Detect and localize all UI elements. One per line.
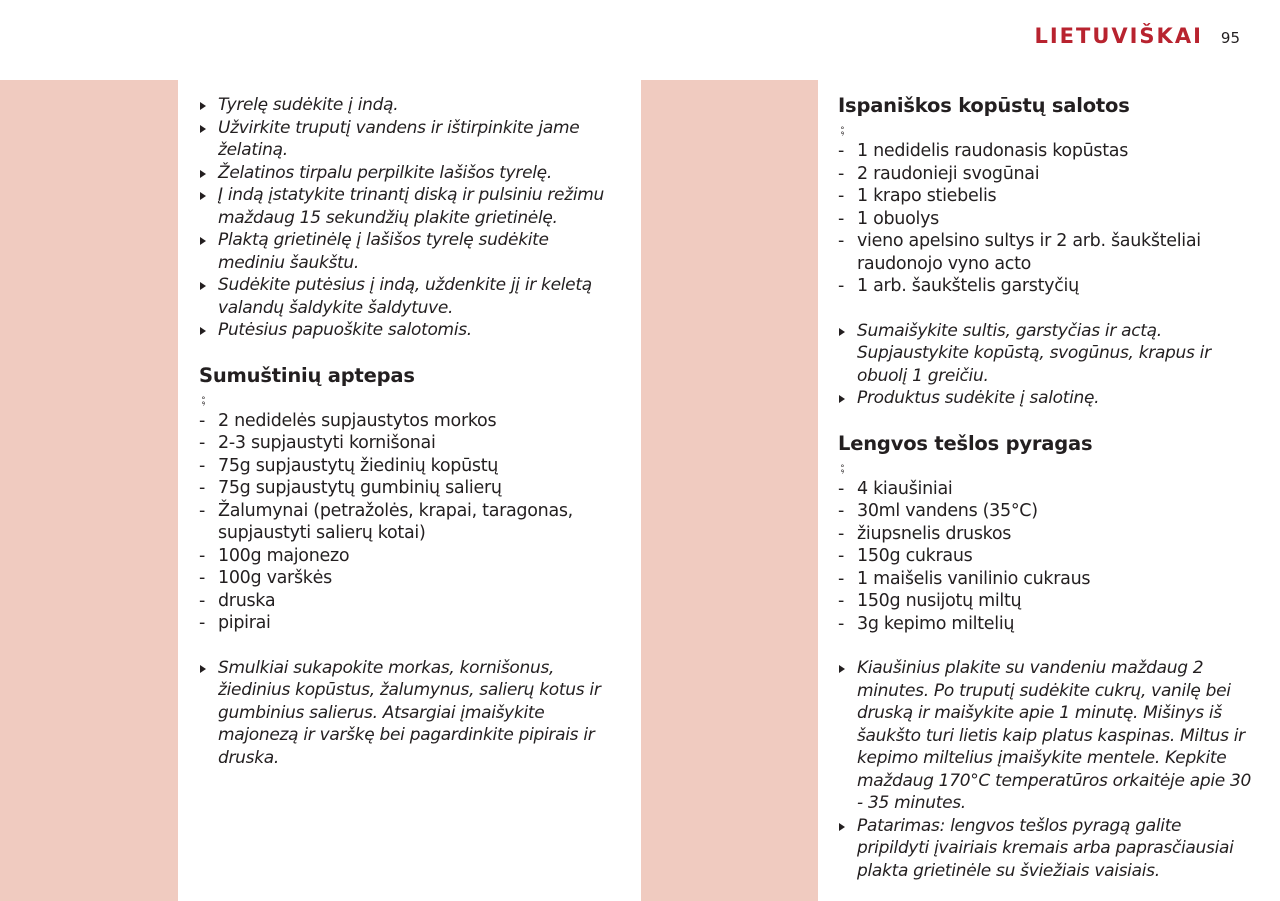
- ingredient-list: [199, 410, 619, 635]
- recipe-steps: [199, 657, 619, 770]
- ingredient-item: - 1 nedidelis raudonasis kopūstas: [838, 140, 1258, 163]
- ingredient-item: - 2-3 supjaustyti kornišonai: [199, 432, 619, 455]
- middle-color-band: [641, 80, 818, 901]
- ingredient-item: - 1 krapo stiebelis: [838, 185, 1258, 208]
- ingredient-item: - 2 nedidelės supjaustytos morkos: [199, 410, 619, 433]
- step-item: Kiaušinius plakite su vandeniu maždaug 2 minutes. Po truputį sudėkite cukrų, vanilę bei druską ir maišykite apie 1 minutę. Mišinys iš šaukšto turi lietis kaip platus kaspinas. Miltus ir kepimo miltelius įmaišykite mentele. Kepkite maždaug 170°C temperatūros orkaitėje apie 30 - 35 minutes.: [838, 657, 1258, 815]
- ingredient-item: - 2 raudonieji svogūnai: [838, 163, 1258, 186]
- ingredient-item: - 150g nusijotų miltų: [838, 590, 1258, 613]
- ingredient-item: - 75g supjaustytų gumbinių salierų: [199, 477, 619, 500]
- step-item: Plaktą grietinėlę į lašišos tyrelę sudėkite mediniu šaukštu.: [199, 229, 619, 274]
- ingredient-item: - žiupsnelis druskos: [838, 523, 1258, 546]
- ingredient-list: [838, 140, 1258, 298]
- step-item: Užvirkite truputį vandens ir ištirpinkite jame želatiną.: [199, 117, 619, 162]
- ingredient-item: - 100g majonezo: [199, 545, 619, 568]
- step-item: Į indą įstatykite trinantį diską ir pulsiniu režimu maždaug 15 sekundžių plakite grietinėlę.: [199, 184, 619, 229]
- ingredient-item: - vieno apelsino sultys ir 2 arb. šaukšteliai raudonojo vyno acto: [838, 230, 1258, 275]
- step-item: Sumaišykite sultis, garstyčias ir actą. Supjaustykite kopūstą, svogūnus, krapus ir obuolį 1 greičiu.: [838, 320, 1258, 388]
- recipe-title: Sumuštinių aptepas: [199, 363, 415, 387]
- left-color-band: [0, 80, 178, 901]
- ingredient-list: [838, 478, 1258, 636]
- right-column: [838, 94, 1258, 882]
- step-item: Sudėkite putėsius į indą, uždenkite jį ir keletą valandų šaldykite šaldytuve.: [199, 274, 619, 319]
- recipe-sponge-cake: [838, 432, 1258, 883]
- recipe-spanish-cabbage-salad: [838, 94, 1258, 410]
- recipe-steps: [838, 320, 1258, 410]
- dough-hook-icon: ⨟: [840, 119, 845, 138]
- ingredient-item: - 4 kiaušiniai: [838, 478, 1258, 501]
- recipe-title: Ispaniškos kopūstų salotos: [838, 94, 1130, 117]
- page-header: [1034, 24, 1240, 48]
- ingredient-item: - 100g varškės: [199, 567, 619, 590]
- step-item: Putėsius papuoškite salotomis.: [199, 319, 619, 342]
- language-label: LIETUVIŠKAI: [1034, 24, 1203, 48]
- dough-hook-icon: ⨟: [201, 388, 206, 408]
- step-item: Želatinos tirpalu perpilkite lašišos tyrelę.: [199, 162, 619, 185]
- recipe-steps: [838, 657, 1258, 882]
- ingredient-item: - 1 arb. šaukštelis garstyčių: [838, 275, 1258, 298]
- ingredient-item: - 1 maišelis vanilinio cukraus: [838, 568, 1258, 591]
- ingredient-item: - druska: [199, 590, 619, 613]
- ingredient-item: - pipirai: [199, 612, 619, 635]
- left-column: [199, 94, 619, 769]
- dough-hook-icon: ⨟: [840, 456, 845, 476]
- intro-steps: [199, 94, 619, 342]
- step-item: Patarimas: lengvos tešlos pyragą galite pripildyti įvairiais kremais arba paprasčiausiai plakta grietinėle su šviežiais vaisiais.: [838, 815, 1258, 883]
- recipe-sandwich-spread: [199, 364, 619, 770]
- ingredient-item: - 3g kepimo miltelių: [838, 613, 1258, 636]
- ingredient-item: - 1 obuolys: [838, 208, 1258, 231]
- recipe-title: Lengvos tešlos pyragas: [838, 431, 1093, 455]
- ingredient-item: - 150g cukraus: [838, 545, 1258, 568]
- ingredient-item: - 30ml vandens (35°C): [838, 500, 1258, 523]
- ingredient-item: - Žalumynai (petražolės, krapai, taragonas, supjaustyti salierų kotai): [199, 500, 619, 545]
- step-item: Produktus sudėkite į salotinę.: [838, 387, 1258, 410]
- page-number: 95: [1220, 29, 1240, 47]
- step-item: Smulkiai sukapokite morkas, kornišonus, žiedinius kopūstus, žalumynus, salierų kotus ir gumbinius salierus. Atsargiai įmaišykite majonezą ir varškę bei pagardinkite pipirais ir druska.: [199, 657, 619, 770]
- ingredient-item: - 75g supjaustytų žiedinių kopūstų: [199, 455, 619, 478]
- step-item: Tyrelę sudėkite į indą.: [199, 94, 619, 117]
